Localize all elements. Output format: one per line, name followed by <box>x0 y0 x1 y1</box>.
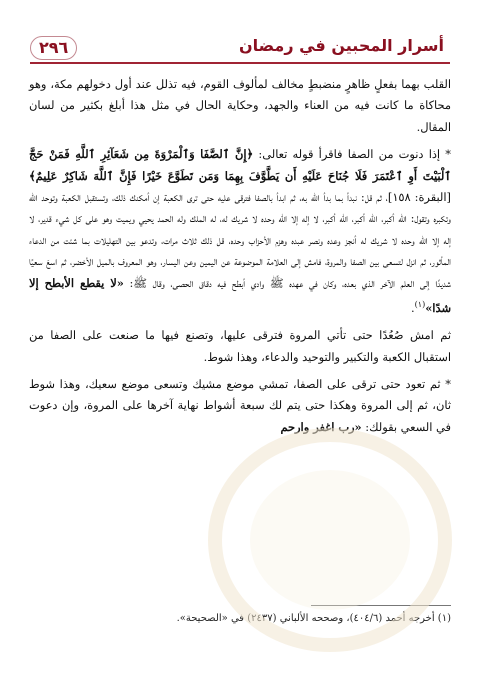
paragraph-2-intro: * إذا دنوت من الصفا فاقرأ قوله تعالى: <box>258 147 451 162</box>
page-number: ٢٩٦ <box>30 36 77 60</box>
running-title: أسرار المحبين في رمضان <box>239 36 444 55</box>
paragraph-2-body: [البقرة: ١٥٨]، ثم قل: نبدأ بما بدأ الله به، ثم ابدأ بالصفا فترقى عليه حتى ترى الكعبة إن أمكنك ذلك، وتستقبل الكعبة وتوحد الله وتكبره وتقول: الله أكبر، الله أكبر، الله أكبر، لا إله إلا الله وحده لا شريك له، له الملك وله الحمد يحيي ويميت وهو على كل شيء قدير، لا إله إلا الله وحده لا شريك له أنجز وعده ونصر عبده وهزم الأحزاب وحده، قل ذلك ثلاث مرات، وتدعو بين التهليلات بما شئت من الدعاء المأثور، ثم انزل لتسعى بين الصفا والمروة، فامش إلى العلامة الموضوعة عن اليمين وعن اليسار، وهو المعروف بالميل الأخضر، ثم اسعَ سعيًا شديدًا إلى العلم الآخر الذي بعده، وكان في عهده ﷺ وادي أبطح فيه دقاق الحصى، وقال ﷺ: <box>29 190 452 290</box>
paragraph-2 <box>29 144 451 319</box>
dua-quote: «رب اغفر وارحم <box>280 419 362 434</box>
watermark-graphic <box>180 400 480 679</box>
header-rule <box>30 62 450 64</box>
quran-verse: ﴿إِنَّ ٱلصَّفَا وَٱلْمَرْوَةَ مِن شَعَآئِرِ ٱللَّهِ فَمَنْ حَجَّ ٱلْبَيْتَ أَوِ ٱعْتَمَرَ فَلَا جُنَاحَ عَلَيْهِ أَن يَطَّوَّفَ بِهِمَا وَمَن تَطَوَّعَ خَيْرًا فَإِنَّ ٱللَّهَ شَاكِرٌ عَلِيمٌ﴾ <box>29 147 451 183</box>
paragraph-2-end: . <box>411 300 415 315</box>
hadith-quote: «لا يقطع الأبطح إلا شدًا» <box>29 275 451 315</box>
footnote-ref[interactable]: (١) <box>414 300 426 310</box>
paragraph-4-text: * ثم تعود حتى ترقى على الصفا، تمشي موضع مشيك وتسعى موضع سعيك، وهذا شوط ثان، ثم إلى المروة وهكذا حتى يتم لك سبعة أشواط نهاية آخرها على المروة، وإن دعوت في السعي بقولك: <box>29 377 451 434</box>
footnote-rule <box>311 605 451 606</box>
footnote: (١) أخرجه أحمد (٤٠٤/٦)، وصححه الألباني (٢٤٣٧) في «الصحيحة». <box>176 613 451 624</box>
main-text <box>29 74 451 440</box>
paragraph-4 <box>29 374 451 438</box>
paragraph-1: القلب بهما بفعلٍ ظاهرٍ منضبطٍ مخالف لمألوف القوم، فيه تذلل عند أول دخولهم مكة، وهو محاكاة ما كانت فيه من العناء والجهد، وحكاية الحال في مثل هذا أبلغ بكثير من لسان المقال. <box>29 77 451 134</box>
paragraph-3: ثم امش صُعُدًا حتى تأتي المروة فترقى عليها، وتصنع فيها ما صنعت على الصفا من استقبال الكعبة والتكبير والتوحيد والدعاء، وهذا شوط. <box>29 328 451 364</box>
page-header <box>30 30 450 66</box>
